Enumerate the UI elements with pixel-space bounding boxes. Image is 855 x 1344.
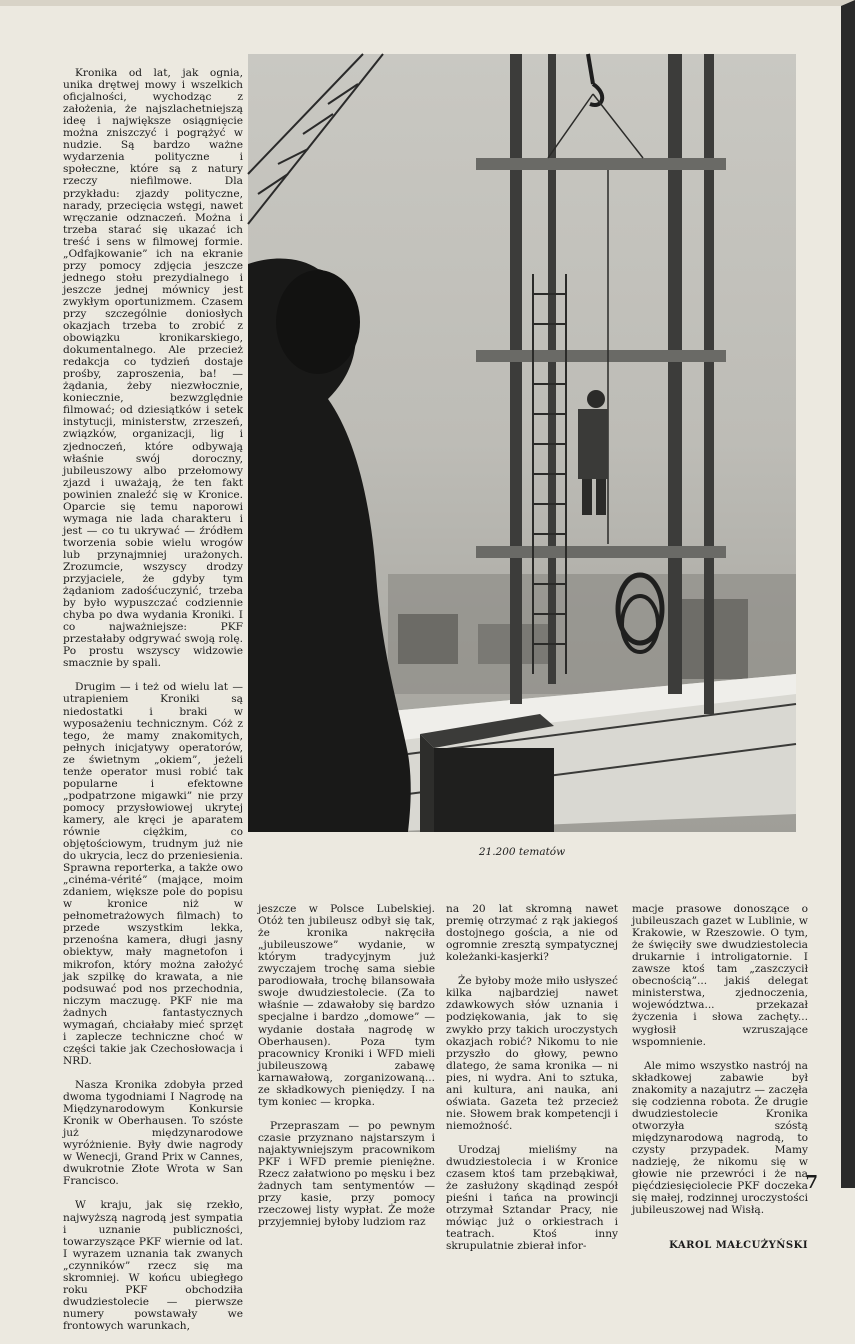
article-column-left — [63, 55, 243, 1332]
paragraph: Przepraszam — po pewnym czasie przyznano najstarszym i najaktywniejszym pracownikom PKF i WFD premie pieniężne. Rzecz załatwiono po męsku i bez żadnych tam sentymentów — przy kasie, przy pomocy rzeczowej listy wypłat. Że może przyjemniej byłoby ludziom raz — [258, 1119, 435, 1229]
page-number: 7 — [805, 1172, 818, 1193]
paragraph: Ale mimo wszystko nastrój na składkowej zabawie był znakomity a nazajutrz — zaczęła się codzienna robota. Że drugie dwudziestolecie Kronika otworzyła szóstą międzynarodową nagrodą, to czysty przypadek. Mamy nadzieję, że nikomu się w głowie nie przewróci i że na pięćdziesięciolecie PKF doczeka się małej, rodzinnej uroczystości jubileuszowej nad Wisłą. — [632, 1059, 808, 1217]
paragraph: Że byłoby może miło usłyszeć kilka najbardziej nawet zdawkowych słów uznania i podziękowania, jak to się zwykło przy takich uroczystych okazjach robić? Nikomu to nie przyszło do głowy, pewno dlatego, że sama kronika — ni pies, ni wydra. Ani to sztuka, ani kultura, ani nauka, ani oświata. Gazeta też przecież nie. Słowem brak kompetencji i niemożność. — [446, 975, 618, 1132]
article-column-bottom-1 — [258, 891, 435, 1229]
paragraph: macje prasowe donoszące o jubileuszach gazet w Lublinie, w Krakowie, w Rzeszowie. O tym, że święciły swe dwudziestolecia drukarnie i introligatornie. I zawsze ktoś tam „zaszczycił obecnością”... jakiś delegat ministerstwa, zjednoczenia, województwa... przekazał życzenia i słowa zachęty... wygłosił wzruszające wspomnienie. — [632, 903, 808, 1048]
paragraph: Nasza Kronika zdobyła przed dwoma tygodniami I Nagrodę na Międzynarodowym Konkursie Kronik w Oberhausen. To szóste już międzynarodowe wyróżnienie. Były dwie nagrody w Wenecji, Grand Prix w Cannes, dwukrotnie Złote Wrota w San Francisco. — [63, 1078, 243, 1188]
paragraph: na 20 lat skromną nawet premię otrzymać z rąk jakiegoś dostojnego gościa, a nie od ogromnie zresztą sympatycznej koleżanki-kasjerki? — [446, 903, 618, 964]
article-column-bottom-2 — [446, 891, 618, 1253]
paragraph: Urodzaj mieliśmy na dwudziestolecia i w Kronice czasem ktoś tam przebąkiwał, że zasłużony skądinąd zespół pieśni i tańca na prowincji otrzymał Sztandar Pracy, nie mówiąc już o orkiestrach i teatrach. Ktoś inny skrupulatnie zbierał infor- — [446, 1143, 618, 1253]
author-signature: KAROL MAŁCUŻYŃSKI — [669, 1240, 808, 1252]
paragraph: Kronika od lat, jak ognia, unika drętwej mowy i wszelkich oficjalności, wychodząc z założenia, że najszlachetniejszą ideę i największe osiągnięcie można zniszczyć i pogrążyć w nudzie. Są bardzo ważne wydarzenia polityczne i społeczne, które są z natury rzeczy niefilmowe. Dla przykładu: zjazdy polityczne, narady, przecięcia wstęgi, nawet wręczanie odznaczeń. Można i trzeba starać się ukazać ich treść i sens w filmowej formie. „Odfajkowanie” ich na ekranie przy pomocy zdjęcia jeszcze jednego stołu prezydialnego i jeszcze jednej mównicy jest zwykłym oportunizmem. Czasem przy szczególnie doniosłych okazjach trzeba to zrobić z obowiązku kronikarskiego, dokumentalnego. Ale przecież redakcja co tydzień dostaje prośby, zaproszenia, ba! — żądania, żeby niezwłocznie, koniecznie, bezwzględnie filmować; od dziesiątków i setek instytucji, ministerstw, zrzeszeń, związków, organizacji, lig i zjednoczeń, które odbywają właśnie swój doroczny, jubileuszowy albo przełomowy zjazd i uważają, że ten fakt powinien znaleźć się w Kronice. Oparcie się temu naporowi wymaga nie lada charakteru i jest — co tu ukrywać — źródłem tworzenia sobie wielu wrogów lub przynajmniej urażonych. Zrozumcie, wszyscy drodzy przyjaciele, że gdyby tym żądaniom zadośćuczynić, trzeba by było wypuszczać codziennie chyba po dwa wydania Kroniki. I co najważniejsze: PKF przestałaby odgrywać swoją rolę. Po prostu wszyscy widzowie smacznie by spali. — [63, 67, 243, 670]
tv-tower-construction-photo — [248, 54, 796, 832]
article-column-bottom-3 — [632, 891, 808, 1252]
paragraph: Drugim — i też od wielu lat — utrapieniem Kroniki są niedostatki i braki w wyposażeniu technicznym. Cóż z tego, że mamy znakomitych, pełnych inicjatywy operatorów, ze świetnym „okiem”, jeżeli tenże operator musi robić tak popularne i efektowne „podpatrzone migawki” nie przy pomocy przysłowiowej ukrytej kamery, ale kręci je aparatem równie ciężkim, co objętościowym, trudnym już nie do ukrycia, lecz do przeniesienia. Sprawna reporterka, a także owo „cinéma-vérité” (mające, moim zdaniem, większe pole do popisu w kronice niż w pełnometrażowych filmach) to przede wszystkim lekka, przenośna kamera, długi jasny obiektyw, mały magnetofon i mikrofon, który można założyć jak szpilkę do krawata, a nie podsuwać pod nos przechodnia, niczym maczugę. PKF nie ma żadnych fantastycznych wymagań, chciałaby mieć sprzęt i zaplecze techniczne choć w części takie jak Czechosłowacja i NRD. — [63, 681, 243, 1067]
photo-caption: 21.200 tematów — [478, 846, 566, 858]
paragraph: jeszcze w Polsce Lubelskiej. Otóż ten jubileusz odbył się tak, że kronika nakręciła „jubileuszowe” wydanie, w którym tradycyjnym już zwyczajem trochę sama siebie parodiowała, trochę bilansowała swoje dwudziestolecie. (Za to właśnie — zdawałoby się bardzo specjalne i bardzo „domowe” — wydanie dostała nagrodę w Oberhausen). Poza tym pracownicy Kroniki i WFD mieli jubileuszową zabawę karnawałową, zorganizowaną... ze składkowych pieniędzy. I na tym koniec — kropka. — [258, 903, 435, 1108]
paragraph: W kraju, jak się rzekło, najwyższą nagrodą jest sympatia i uznanie publiczności, towarzyszące PKF wiernie od lat. I wyrazem uznania tak zwanych „czynników” rzecz się ma skromniej. W końcu ubiegłego roku PKF obchodziła dwudziestolecie — pierwsze numery powstawały we frontowych warunkach, — [63, 1199, 243, 1332]
